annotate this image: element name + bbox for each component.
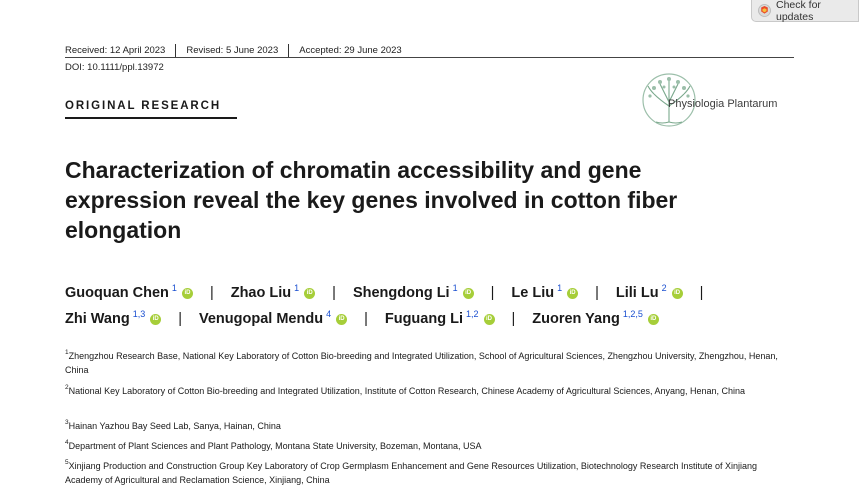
affiliation-text: National Key Laboratory of Cotton Bio-breeding and Integrated Utilization, Institute of Cotton Research, Chinese Academy of Agricultural Sciences, Anyang, Henan, China xyxy=(68,386,746,396)
affiliation-text: Department of Plant Sciences and Plant Pathology, Montana State University, Bozeman, Montana, USA xyxy=(68,441,482,451)
author-name[interactable]: Zhao Liu xyxy=(230,285,292,301)
author-list xyxy=(65,285,805,301)
orcid-icon[interactable]: iD xyxy=(648,314,659,325)
author-item[interactable] xyxy=(65,311,161,327)
date-divider xyxy=(288,44,289,57)
affiliation-number: 4 xyxy=(65,439,69,446)
affiliation-text: Hainan Yazhou Bay Seed Lab, Sanya, Hainan, China xyxy=(68,421,281,431)
author-item[interactable] xyxy=(231,285,315,301)
check-updates-icon xyxy=(758,4,771,17)
affiliation-text: Xinjiang Production and Construction Group Key Laboratory of Crop Germplasm Enhancement and Gene Resources Utilization, Biotechnology Research Institute of Xinjiang Academy of Agricultural and Reclamation Science, Xinjiang, China xyxy=(65,461,758,485)
check-for-updates-button[interactable] xyxy=(751,0,859,22)
accepted-date: Accepted: 29 June 2023 xyxy=(299,44,402,56)
article-title: Characterization of chromatin accessibility and gene expression reveal the key genes involved in cotton fiber elongation xyxy=(65,157,678,243)
author-separator: | xyxy=(332,285,336,301)
orcid-icon[interactable]: iD xyxy=(484,314,495,325)
revised-date: Revised: 5 June 2023 xyxy=(186,44,279,56)
author-separator: | xyxy=(699,285,704,301)
affiliation-item xyxy=(65,437,795,453)
orcid-icon[interactable]: iD xyxy=(336,314,347,325)
orcid-icon[interactable]: iD xyxy=(567,288,578,299)
author-name[interactable]: Guoquan Chen xyxy=(65,285,169,301)
affiliation-item xyxy=(65,457,795,487)
author-affiliation-ref[interactable]: 1 xyxy=(171,283,177,293)
author-separator: | xyxy=(364,311,368,327)
date-divider xyxy=(175,44,176,57)
doi-link[interactable]: DOI: 10.1111/ppl.13972 xyxy=(65,62,164,73)
author-affiliation-ref[interactable]: 1,2 xyxy=(465,309,479,319)
author-separator: | xyxy=(511,311,516,327)
affiliation-number: 1 xyxy=(65,349,69,356)
orcid-icon[interactable]: iD xyxy=(672,288,683,299)
author-name[interactable]: Venugopal Mendu xyxy=(199,311,324,327)
affiliation-item xyxy=(65,417,795,433)
author-affiliation-ref[interactable]: 1,3 xyxy=(132,309,146,319)
author-item[interactable] xyxy=(353,285,474,301)
check-updates-label: Check for updates xyxy=(776,0,821,23)
author-list-continued xyxy=(65,311,805,327)
journal-name: Physiologia Plantarum xyxy=(668,98,778,110)
publication-dates xyxy=(65,43,402,57)
author-name[interactable]: Shengdong Li xyxy=(352,285,450,301)
author-item[interactable] xyxy=(385,311,495,327)
author-item[interactable] xyxy=(199,311,347,327)
orcid-icon[interactable]: iD xyxy=(150,314,161,325)
author-separator: | xyxy=(209,285,214,301)
author-affiliation-ref[interactable]: 1 xyxy=(452,283,458,293)
affiliation-number: 2 xyxy=(65,384,69,391)
orcid-icon[interactable]: iD xyxy=(463,288,474,299)
orcid-icon[interactable]: iD xyxy=(304,288,315,299)
header-rule xyxy=(65,57,794,58)
author-affiliation-ref[interactable]: 1 xyxy=(557,283,563,293)
author-separator: | xyxy=(490,285,495,301)
author-name[interactable]: Le Liu xyxy=(511,285,555,301)
affiliation-number: 5 xyxy=(65,459,69,466)
author-item[interactable] xyxy=(511,285,578,301)
received-date: Received: 12 April 2023 xyxy=(65,44,166,56)
author-separator: | xyxy=(178,311,182,327)
author-separator: | xyxy=(595,285,599,301)
affiliation-item xyxy=(65,382,795,398)
affiliation-text: Zhengzhou Research Base, National Key Laboratory of Cotton Bio-breeding and Integrated Utilization, School of Agricultural Sciences, Zhengzhou University, Zhengzhou, Henan, China xyxy=(65,351,778,375)
author-affiliation-ref[interactable]: 4 xyxy=(326,309,332,319)
author-name[interactable]: Lili Lu xyxy=(615,285,659,301)
author-name[interactable]: Fuguang Li xyxy=(384,311,463,327)
author-name[interactable]: Zuoren Yang xyxy=(532,311,620,327)
author-item[interactable] xyxy=(532,311,659,327)
affiliation-item xyxy=(65,347,795,377)
author-affiliation-ref[interactable]: 2 xyxy=(661,283,667,293)
orcid-icon[interactable]: iD xyxy=(182,288,193,299)
author-item[interactable] xyxy=(616,285,683,301)
author-name[interactable]: Zhi Wang xyxy=(65,311,130,327)
article-type-label: ORIGINAL RESEARCH xyxy=(65,100,222,112)
author-affiliation-ref[interactable]: 1 xyxy=(294,283,300,293)
affiliation-number: 3 xyxy=(65,419,69,426)
author-affiliation-ref[interactable]: 1,2,5 xyxy=(622,309,643,319)
article-type-underline xyxy=(65,117,237,119)
author-item[interactable] xyxy=(65,285,193,301)
